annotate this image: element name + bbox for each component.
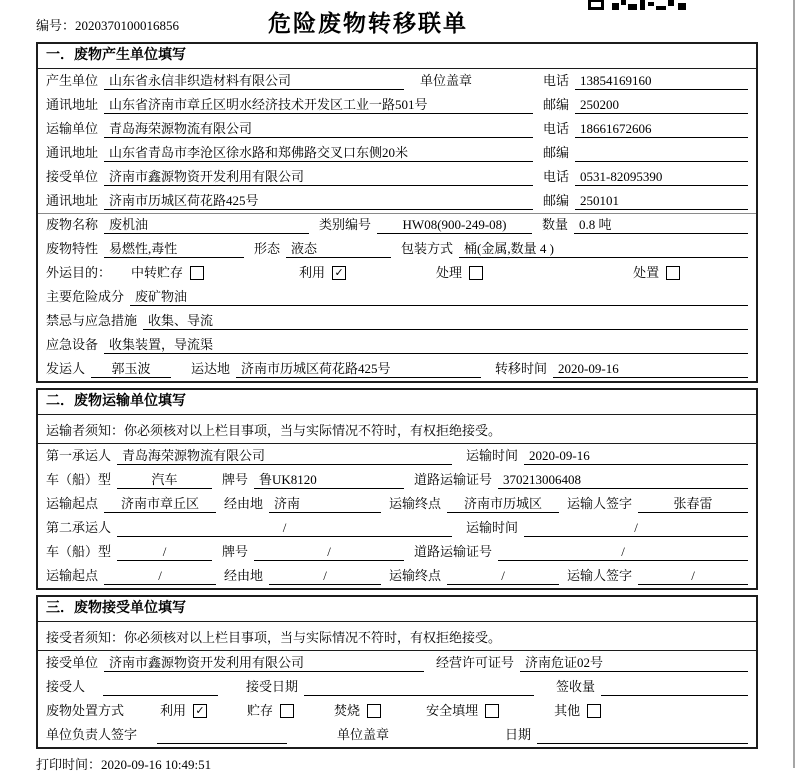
producer-zip-label: 邮编 [543,97,570,112]
qr-code-icon [588,0,688,10]
producer-phone-label: 电话 [543,73,570,88]
sign-date-label: 日期 [505,727,532,742]
dispatcher-label: 发运人 [46,361,86,376]
row-waste-name [38,213,756,237]
disposal-option-store: 贮存 [247,702,294,720]
accept-unit-value: 济南市鑫源物资开发利用有限公司 [104,654,424,672]
document-number-value: 2020370100016856 [75,18,180,33]
document-header [0,0,796,42]
second-carrier-label: 第二承运人 [46,520,112,535]
waste-qty-value: 0.8 吨 [574,216,748,234]
route-via-2-label: 经由地 [224,568,264,583]
section-receiver-header: 三．废物接受单位填写 [38,597,756,622]
taboo-label: 禁忌与应急措施 [46,313,138,328]
received-qty-label: 签收量 [556,679,596,694]
road-license-label: 道路运输证号 [414,472,493,487]
accept-unit-label: 接受单位 [46,655,99,670]
row-producer-address [38,93,756,117]
disposal-incinerate-checkbox [367,704,381,718]
row-disposal-method [38,699,756,723]
transport-address-value: 山东省青岛市李沧区徐水路和郑佛路交叉口东侧20米 [104,144,533,162]
producer-unit-value: 山东省永信非织造材料有限公司 [104,72,404,90]
treat-checkbox [469,266,483,280]
purpose-option-dispose: 处置 [633,264,680,282]
row-dispatch [38,357,756,381]
route-start-2-value: / [104,567,216,585]
route-start-2-label: 运输起点 [46,568,99,583]
row-route-2 [38,564,756,588]
plate-2-value: / [254,543,404,561]
disposal-landfill-checkbox [485,704,499,718]
producer-address-value: 山东省济南市章丘区明水经济技术开发区工业一路501号 [104,96,533,114]
transport-unit-value: 青岛海荣源物流有限公司 [104,120,533,138]
transport-time-2-value: / [524,519,748,537]
storage-checkbox [190,266,204,280]
hazard-value: 废矿物油 [130,288,748,306]
transport-zip-value [575,144,748,162]
print-time-label: 打印时间： [36,757,102,772]
carrier-sign-2-value: / [638,567,748,585]
transport-time-label: 运输时间 [466,448,519,463]
row-hazard-component [38,285,756,309]
waste-props-value: 易燃性,毒性 [104,240,244,258]
route-end-2-value: / [447,567,559,585]
hazard-label: 主要危险成分 [46,289,125,304]
unit-seal-2-label: 单位盖章 [337,727,390,742]
disposal-option-utilize: 利用 ✓ [160,702,207,720]
transport-phone-label: 电话 [543,121,570,136]
section-producer [36,42,758,383]
dispatcher-value: 郭玉波 [91,360,171,378]
disposal-utilize-checkbox: ✓ [193,704,207,718]
route-via-label: 经由地 [224,496,264,511]
waste-name-value: 废机油 [104,216,309,234]
unit-seal-label: 单位盖章 [420,73,473,88]
receiver-zip-label: 邮编 [543,193,570,208]
plate-value: 鲁UK8120 [254,471,404,489]
row-acceptor [38,675,756,699]
waste-code-label: 类别编号 [319,217,372,232]
purpose-option-storage: 中转贮存 [131,264,204,282]
page-title: 危险废物转移联单 [268,11,468,36]
producer-address-label: 通讯地址 [46,97,99,112]
section-transport-header: 二．废物运输单位填写 [38,390,756,415]
route-via-value: 济南 [269,495,381,513]
row-receiver-address [38,189,756,213]
plate-2-label: 牌号 [222,544,249,559]
route-start-label: 运输起点 [46,496,99,511]
row-transport-address [38,141,756,165]
transport-unit-label: 运输单位 [46,121,99,136]
transport-notice: 运输者须知：你必须核对以上栏目事项，当与实际情况不符时，有权拒绝接受。 [38,415,756,444]
disposal-option-incinerate: 焚烧 [334,702,381,720]
purpose-label: 外运目的： [46,265,112,280]
row-emergency-equipment [38,333,756,357]
purpose-option-utilize: 利用 ✓ [299,264,346,282]
acceptor-value [103,678,218,696]
vehicle-type-label: 车（船）型 [46,472,112,487]
road-license-2-value: / [498,543,748,561]
row-vehicle-1 [38,468,756,492]
equipment-label: 应急设备 [46,337,99,352]
destination-value: 济南市历城区荷花路425号 [236,360,481,378]
vehicle-type-2-value: / [117,543,212,561]
receiver-phone-value: 0531-82095390 [575,168,748,186]
disposal-store-checkbox [280,704,294,718]
transport-time-value: 2020-09-16 [524,447,748,465]
row-responsible-sign [38,723,756,747]
first-carrier-label: 第一承运人 [46,448,112,463]
receiver-unit-value: 济南市鑫源物资开发利用有限公司 [104,168,533,186]
route-end-2-label: 运输终点 [389,568,442,583]
transfer-time-label: 转移时间 [495,361,548,376]
row-accept-unit [38,651,756,675]
road-license-value: 370213006408 [498,471,748,489]
vehicle-type-value: 汽车 [117,471,212,489]
receiver-zip-value: 250101 [575,192,748,210]
business-license-label: 经营许可证号 [436,655,515,670]
waste-qty-label: 数量 [542,217,569,232]
print-time-value: 2020-09-16 10:49:51 [101,757,212,772]
row-first-carrier [38,444,756,468]
section-transport [36,388,758,590]
disposal-other-checkbox [587,704,601,718]
row-transport-unit [38,117,756,141]
row-waste-properties [38,237,756,261]
transport-time-2-label: 运输时间 [466,520,519,535]
receiver-address-label: 通讯地址 [46,193,99,208]
row-route-1 [38,492,756,516]
disposal-option-landfill: 安全填埋 [426,702,499,720]
disposal-label: 废物处置方式 [46,703,125,718]
utilize-checkbox: ✓ [332,266,346,280]
row-receiver-unit [38,165,756,189]
row-taboo-measures [38,309,756,333]
transport-zip-label: 邮编 [543,145,570,160]
purpose-option-treat: 处理 [436,264,483,282]
receiver-address-value: 济南市历城区荷花路425号 [104,192,533,210]
waste-props-label: 废物特性 [46,241,99,256]
responsible-sign-label: 单位负责人签字 [46,727,138,742]
dispose-checkbox [666,266,680,280]
waste-pack-label: 包装方式 [401,241,454,256]
carrier-sign-2-label: 运输人签字 [567,568,633,583]
waste-name-label: 废物名称 [46,217,99,232]
row-transfer-purpose [38,261,756,285]
business-license-value: 济南危证02号 [520,654,748,672]
accept-date-value [304,678,534,696]
row-vehicle-2 [38,540,756,564]
second-carrier-value: / [117,519,452,537]
transfer-time-value: 2020-09-16 [553,360,748,378]
received-qty-value [601,678,748,696]
route-via-2-value: / [269,567,381,585]
route-end-label: 运输终点 [389,496,442,511]
acceptor-label: 接受人 [46,679,86,694]
plate-label: 牌号 [222,472,249,487]
transport-phone-value: 18661672606 [575,120,748,138]
sign-date-value [537,726,748,744]
page-edge-line [793,0,795,768]
accept-date-label: 接受日期 [246,679,299,694]
section-receiver [36,595,758,749]
vehicle-type-2-label: 车（船）型 [46,544,112,559]
first-carrier-value: 青岛海荣源物流有限公司 [117,447,452,465]
waste-form-value: 液态 [286,240,391,258]
transport-address-label: 通讯地址 [46,145,99,160]
equipment-value: 收集装置，导流渠 [104,336,748,354]
producer-unit-label: 产生单位 [46,73,99,88]
waste-pack-value: 桶(金属,数量 4 ) [459,240,748,258]
receiver-notice: 接受者须知：你必须核对以上栏目事项，当与实际情况不符时，有权拒绝接受。 [38,622,756,651]
destination-label: 运达地 [191,361,231,376]
producer-phone-value: 13854169160 [575,72,748,90]
section-producer-header: 一．废物产生单位填写 [38,44,756,69]
responsible-sign-value [157,726,287,744]
row-producer-unit [38,69,756,93]
receiver-phone-label: 电话 [543,169,570,184]
receiver-unit-label: 接受单位 [46,169,99,184]
producer-zip-value: 250200 [575,96,748,114]
route-start-value: 济南市章丘区 [104,495,216,513]
row-second-carrier [38,516,756,540]
road-license-2-label: 道路运输证号 [414,544,493,559]
taboo-value: 收集、导流 [143,312,748,330]
waste-code-value: HW08(900-249-08) [377,216,532,234]
print-time [36,749,796,773]
waste-form-label: 形态 [254,241,281,256]
route-end-value: 济南市历城区 [447,495,559,513]
carrier-sign-value: 张春雷 [638,495,748,513]
document-number-label: 编号： [36,18,76,33]
carrier-sign-label: 运输人签字 [567,496,633,511]
disposal-option-other: 其他 [554,702,601,720]
